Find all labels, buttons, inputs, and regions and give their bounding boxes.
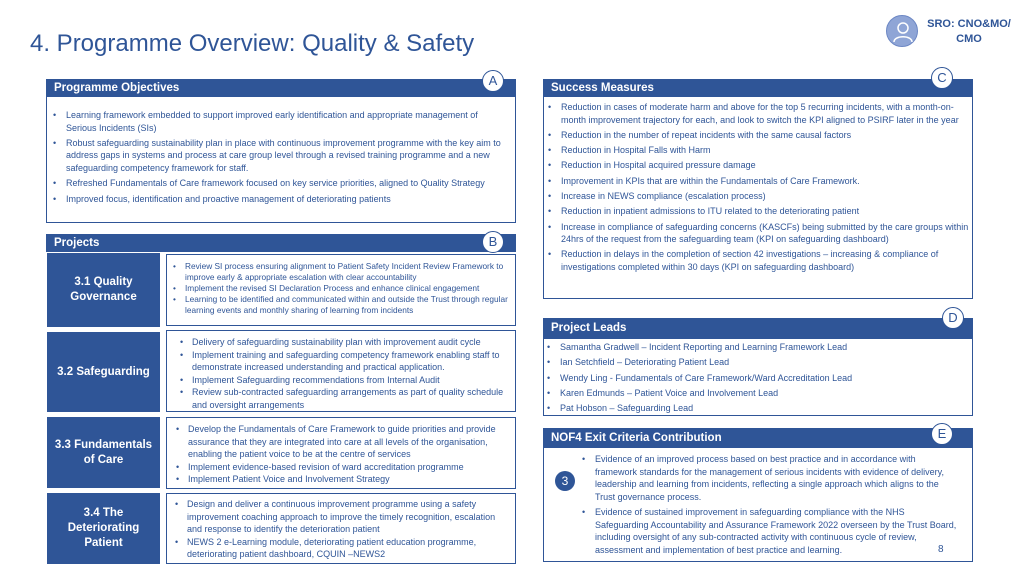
list-item: • Improved focus, identification and proactive management of deteriorating patients	[51, 193, 506, 206]
success-measures-list-wrap	[546, 101, 970, 276]
list-item: • Learning framework embedded to support improved early identification and appropriate management of Serious Incidents (SIs)	[51, 109, 506, 134]
list-item: • Learning to be identified and communicated within and outside the Trust through regular learning events and monthly sharing of learning from incidents	[171, 294, 511, 316]
list-item: • Implement Patient Voice and Involvement Strategy	[174, 473, 511, 486]
list-item: • Develop the Fundamentals of Care Framework to guide priorities and provide assurance that they are integrated into care at all levels of the organisation, enabling the patient voice to be at the centre of services	[174, 423, 511, 461]
list-item: • Design and deliver a continuous improvement programme using a safety improvement coaching approach to improve the timely recognition, escalation and response to identify the deterioration patient	[173, 498, 511, 536]
nof4-header: NOF4 Exit Criteria Contribution	[543, 428, 973, 448]
section-badge-c: C	[931, 67, 953, 89]
person-icon	[886, 15, 918, 47]
list-item: • Implement training and safeguarding competency framework enabling staff to demonstrate increased understanding and practical application.	[178, 349, 511, 374]
list-item: • Reduction in delays in the completion of section 42 investigations – increasing & compliance of investigations completed within 30 days (KPI on safeguarding dashboard)	[546, 248, 970, 273]
list-item: • Implement Safeguarding recommendations from Internal Audit	[178, 374, 511, 387]
list-item: • Review sub-contracted safeguarding arrangements as part of quality schedule and oversight arrangements	[178, 386, 511, 411]
list-item: • Increase in NEWS compliance (escalation process)	[546, 190, 970, 203]
nof4-number-badge: 3	[555, 471, 575, 491]
list-item: • Samantha Gradwell – Incident Reporting and Learning Framework Lead	[545, 341, 969, 354]
list-item: • Reduction in cases of moderate harm and above for the top 5 recurring incidents, with a month-on-month improvement trajectory for each, and look to switch the KPI aligned to PSIRF later in the year	[546, 101, 970, 126]
project-label-safeguarding: 3.2 Safeguarding	[47, 332, 160, 412]
project-leads-list	[545, 341, 969, 415]
list-item: • Delivery of safeguarding sustainability plan with improvement audit cycle	[178, 336, 511, 349]
sro-label: SRO: CNO&MO/ CMO	[927, 18, 1011, 45]
list-item: • Reduction in Hospital Falls with Harm	[546, 144, 970, 157]
list-item: • Evidence of an improved process based on best practice and in accordance with framework standards for the management of serious incidents with evidence of delivery, leadership and learning from incidents, reflecting a single approach which aligns to the Trust governance process.	[580, 453, 960, 503]
nof4-list-wrap	[580, 453, 960, 559]
list-item: • Implement evidence-based revision of ward accreditation programme	[174, 461, 511, 474]
list-item: • Reduction in inpatient admissions to ITU related to the deteriorating patient	[546, 205, 970, 218]
programme-objectives-list	[51, 109, 506, 205]
project-leads-list-wrap	[545, 341, 969, 417]
section-badge-b: B	[482, 231, 504, 253]
list-item: • Karen Edmunds – Patient Voice and Involvement Lead	[545, 387, 969, 400]
nof4-list	[580, 453, 960, 556]
list-item: • Improvement in KPIs that are within the Fundamentals of Care Framework.	[546, 175, 970, 188]
success-measures-header: Success Measures	[543, 79, 973, 97]
programme-objectives-list-wrap	[51, 109, 506, 208]
list-item: • NEWS 2 e-Learning module, deteriorating patient education programme, deteriorating patient dashboard, CQUIN –NEWS2	[173, 536, 511, 561]
list-item: • Implement the revised SI Declaration Process and enhance clinical engagement	[171, 283, 511, 294]
list-item: • Increase in compliance of safeguarding concerns (KASCFs) being submitted by the care groups within 24hrs of the request from the safeguarding team (KPI on safeguarding dashboard)	[546, 221, 970, 246]
list-item: • Pat Hobson – Safeguarding Lead	[545, 402, 969, 415]
list-item: • Ian Setchfield – Deteriorating Patient Lead	[545, 356, 969, 369]
section-badge-a: A	[482, 70, 504, 92]
project-box-fundamentals-of-care	[166, 417, 516, 489]
project-label-fundamentals-of-care: 3.3 Fundamentals of Care	[47, 417, 160, 488]
project-box-safeguarding	[166, 330, 516, 412]
section-badge-d: D	[942, 307, 964, 329]
list-item: • Refreshed Fundamentals of Care framework focused on key service priorities, aligned to Quality Strategy	[51, 177, 506, 190]
project-leads-header: Project Leads	[543, 318, 973, 339]
list-item: • Reduction in Hospital acquired pressure damage	[546, 159, 970, 172]
success-measures-list	[546, 101, 970, 274]
section-badge-e: E	[931, 423, 953, 445]
project-box-quality-governance	[166, 254, 516, 326]
project-box-deteriorating-patient	[166, 493, 516, 564]
list-item: • Evidence of sustained improvement in safeguarding compliance with the NHS Safeguarding Accountability and Assurance Framework 2022 overseen by the Trust Board, including oversight of any sub-contracted activity with continuous cycle of review, assessment and implementation of best practice and learning.	[580, 506, 960, 556]
programme-objectives-header: Programme Objectives	[46, 79, 516, 97]
project-label-quality-governance: 3.1 Quality Governance	[47, 253, 160, 327]
project-label-deteriorating-patient: 3.4 The Deteriorating Patient	[47, 493, 160, 564]
list-item: • Wendy Ling - Fundamentals of Care Framework/Ward Accreditation Lead	[545, 372, 969, 385]
list-item: • Review SI process ensuring alignment to Patient Safety Incident Review Framework to improve early & appropriate escalation with clear accountability	[171, 261, 511, 283]
list-item: • Robust safeguarding sustainability plan in place with continuous improvement programme with the key aim to address gaps in systems and process at care group level through a revised training programme and a new safeguarding competency framework for staff.	[51, 137, 506, 175]
list-item: • Reduction in the number of repeat incidents with the same causal factors	[546, 129, 970, 142]
projects-header: Projects	[46, 234, 516, 252]
page-title: 4. Programme Overview: Quality & Safety	[30, 30, 475, 57]
page-number: 8	[938, 544, 944, 555]
